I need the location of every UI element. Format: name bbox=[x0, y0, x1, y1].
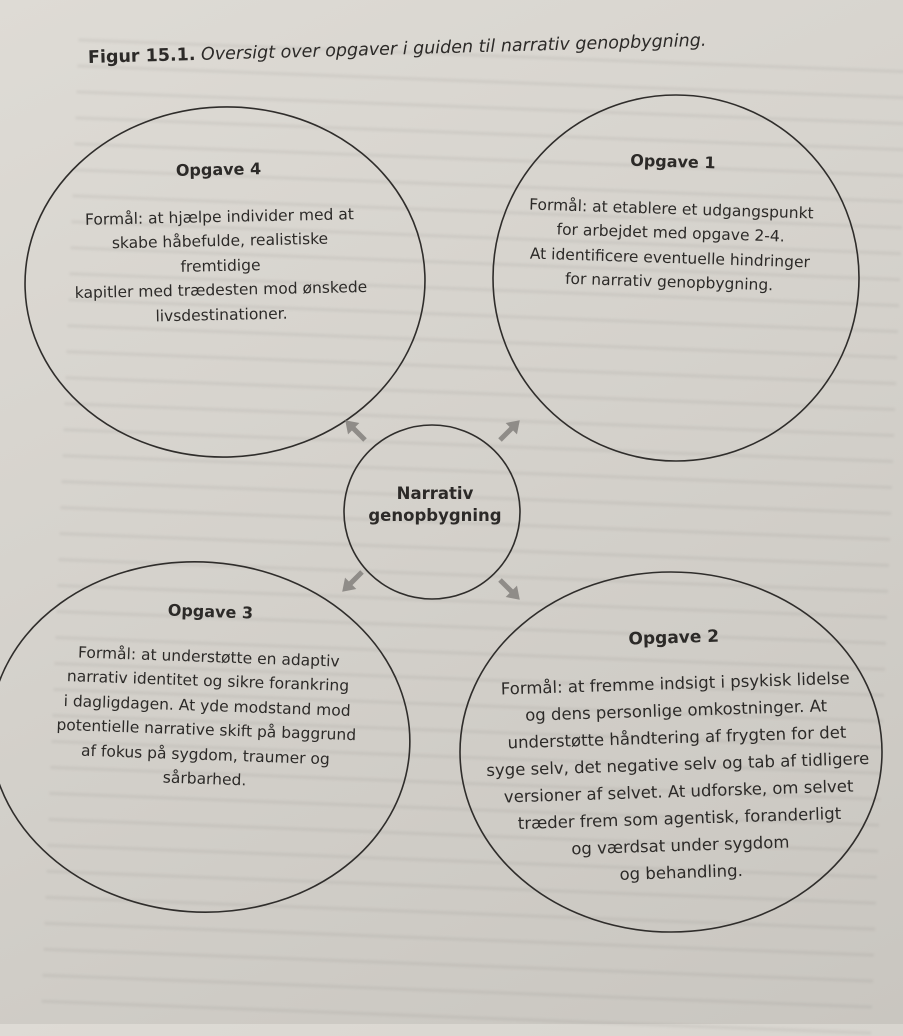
task3-title: Opgave 3 bbox=[167, 600, 254, 623]
arrow-to-task3 bbox=[337, 566, 368, 597]
task1-title: Opgave 1 bbox=[629, 150, 716, 173]
task4-block bbox=[68, 155, 371, 330]
task2-block bbox=[476, 619, 879, 892]
arrow-to-task2 bbox=[494, 574, 525, 605]
task1-block bbox=[510, 145, 832, 299]
task4-body: Formål: at hjælpe individer med at skabe håbefulde, realistiske fremtidige kapitler med trædesten mod ønskede livsdestinationer. bbox=[74, 204, 368, 325]
center-label: Narrativ genopbygning bbox=[368, 484, 502, 525]
task3-body: Formål: at understøtte en adaptiv narrativ identitet og sikre forankring i dagligdagen. At yde modstand mod potentielle narrative skift på baggrund af fokus på sygdom, traumer og sårbarhed. bbox=[56, 642, 357, 790]
task2-body: Formål: at fremme indsigt i psykisk lidelse og dens personlige omkostninger. At understøtte håndtering af frygten for det syge selv, det negative selv og tab af tidligere versioner af selvet. At udforske, om selvet træder frem som agentisk, foranderligt og værdsat under sygdom og behandling. bbox=[486, 668, 870, 884]
arrow-to-task4 bbox=[340, 415, 371, 446]
task3-block bbox=[42, 594, 373, 797]
arrow-to-task1 bbox=[494, 415, 525, 446]
task4-title: Opgave 4 bbox=[175, 159, 262, 180]
task2-title: Opgave 2 bbox=[628, 626, 720, 650]
caption-text: Oversigt over opgaver i guiden til narrativ genopbygning. bbox=[200, 30, 707, 65]
caption-label: Figur 15.1. bbox=[87, 45, 196, 68]
task1-body: Formål: at etablere et udgangspunkt for arbejdet med opgave 2-4. At identificere eventuelle hindringer for narrativ genopbygning. bbox=[528, 195, 814, 295]
